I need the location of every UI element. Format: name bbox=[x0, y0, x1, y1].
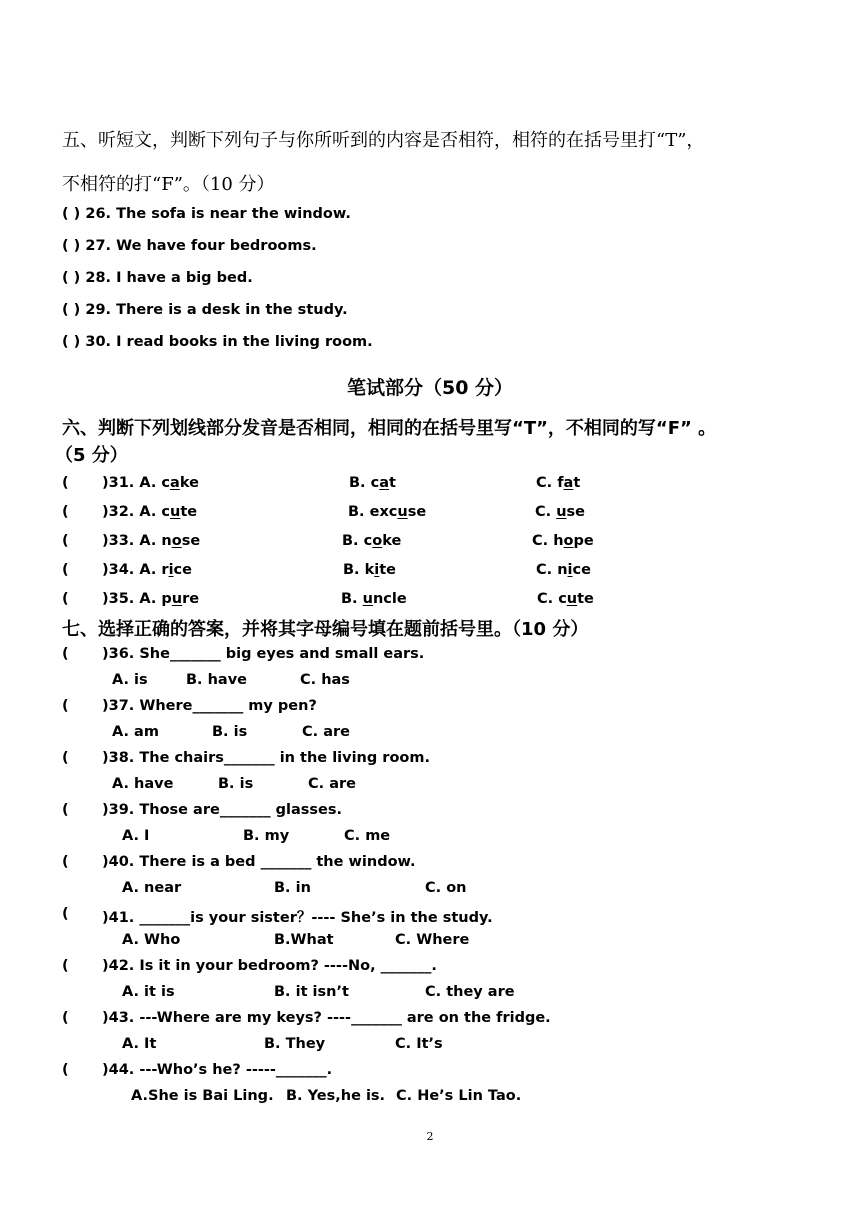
question-38-option-a: A. have bbox=[112, 776, 174, 792]
question-29 bbox=[62, 302, 348, 318]
question-28 bbox=[62, 270, 253, 286]
section-5-instruction-line2: 不相符的打“F”。（10 分） bbox=[62, 174, 275, 195]
question-26 bbox=[62, 206, 351, 222]
question-32-bracket: ( bbox=[62, 504, 69, 520]
question-34-option-c: C. nice bbox=[536, 562, 591, 578]
question-39-bracket: ( bbox=[62, 802, 69, 818]
question-43-text: )43. ---Where are my keys? ----_______ are on the fridge. bbox=[102, 1010, 551, 1026]
question-40-text: )40. There is a bed _______ the window. bbox=[102, 854, 416, 870]
question-43-option-b: B. They bbox=[264, 1036, 326, 1052]
question-37-option-c: C. are bbox=[302, 724, 350, 740]
question-text: 27. We have four bedrooms. bbox=[85, 238, 317, 254]
question-38-option-c: C. are bbox=[308, 776, 356, 792]
question-42-option-b: B. it isn’t bbox=[274, 984, 349, 1000]
question-40-option-c: C. on bbox=[425, 880, 467, 896]
question-31-option-c: C. fat bbox=[536, 475, 581, 491]
question-33-option-c: C. hope bbox=[532, 533, 594, 549]
question-37-text: )37. Where_______ my pen? bbox=[102, 698, 317, 714]
page-number: 2 bbox=[426, 1130, 434, 1143]
question-42-bracket: ( bbox=[62, 958, 69, 974]
question-37-bracket: ( bbox=[62, 698, 69, 714]
section-6-instruction-line1: 六、判断下列划线部分发音是否相同，相同的在括号里写“T”，不相同的写“F” 。 bbox=[62, 418, 717, 439]
question-36-option-b: B. have bbox=[186, 672, 248, 688]
question-43-option-a: A. It bbox=[122, 1036, 157, 1052]
answer-bracket: ( ) bbox=[62, 334, 81, 350]
section-6-instruction-line2: （5 分） bbox=[55, 445, 128, 466]
question-text: 26. The sofa is near the window. bbox=[85, 206, 351, 222]
question-39-option-a: A. I bbox=[122, 828, 150, 844]
question-38-bracket: ( bbox=[62, 750, 69, 766]
question-34-option-a: )34. A. rice bbox=[102, 562, 192, 578]
question-42-option-a: A. it is bbox=[122, 984, 175, 1000]
question-41-option-c: C. Where bbox=[395, 932, 470, 948]
question-33-option-b: B. coke bbox=[342, 533, 402, 549]
question-31-option-a: )31. A. cake bbox=[102, 475, 199, 491]
question-31-option-b: B. cat bbox=[349, 475, 396, 491]
question-39-text: )39. Those are_______ glasses. bbox=[102, 802, 342, 818]
question-34-bracket: ( bbox=[62, 562, 69, 578]
question-40-bracket: ( bbox=[62, 854, 69, 870]
question-37-option-b: B. is bbox=[212, 724, 248, 740]
question-40-option-b: B. in bbox=[274, 880, 311, 896]
question-44-text: )44. ---Who’s he? -----_______. bbox=[102, 1062, 333, 1078]
section-5-instruction-line1: 五、听短文，判断下列句子与你所听到的内容是否相符，相符的在括号里打“T”， bbox=[62, 130, 705, 151]
question-35-option-b: B. uncle bbox=[341, 591, 407, 607]
question-31-bracket: ( bbox=[62, 475, 69, 491]
question-43-bracket: ( bbox=[62, 1010, 69, 1026]
question-36-option-c: C. has bbox=[300, 672, 350, 688]
question-35-option-c: C. cute bbox=[537, 591, 594, 607]
question-35-bracket: ( bbox=[62, 591, 69, 607]
question-38-text: )38. The chairs_______ in the living room. bbox=[102, 750, 430, 766]
question-44-bracket: ( bbox=[62, 1062, 69, 1078]
question-35-option-a: )35. A. pure bbox=[102, 591, 200, 607]
question-41-text: )41. _______is your sister？---- She’s in the study. bbox=[102, 910, 493, 926]
question-36-option-a: A. is bbox=[112, 672, 148, 688]
question-34-option-b: B. kite bbox=[343, 562, 397, 578]
question-42-text: )42. Is it in your bedroom? ----No, _______. bbox=[102, 958, 437, 974]
question-32-option-b: B. excuse bbox=[348, 504, 427, 520]
question-33-bracket: ( bbox=[62, 533, 69, 549]
answer-bracket: ( ) bbox=[62, 238, 81, 254]
question-44-option-a: A.She is Bai Ling. bbox=[131, 1088, 274, 1104]
question-38-option-b: B. is bbox=[218, 776, 254, 792]
question-text: 29. There is a desk in the study. bbox=[85, 302, 348, 318]
question-44-option-b: B. Yes,he is. bbox=[286, 1088, 386, 1104]
question-32-option-a: )32. A. cute bbox=[102, 504, 198, 520]
question-33-option-a: )33. A. nose bbox=[102, 533, 201, 549]
question-41-bracket: ( bbox=[62, 906, 69, 922]
question-30 bbox=[62, 334, 373, 350]
question-44-option-c: C. He’s Lin Tao. bbox=[396, 1088, 522, 1104]
question-43-option-c: C. It’s bbox=[395, 1036, 443, 1052]
written-part-title: 笔试部分（50 分） bbox=[346, 377, 514, 399]
question-32-option-c: C. use bbox=[535, 504, 585, 520]
answer-bracket: ( ) bbox=[62, 270, 81, 286]
section-7-instruction: 七、选择正确的答案，并将其字母编号填在题前括号里。（10 分） bbox=[62, 619, 589, 640]
answer-bracket: ( ) bbox=[62, 302, 81, 318]
question-39-option-c: C. me bbox=[344, 828, 391, 844]
question-42-option-c: C. they are bbox=[425, 984, 515, 1000]
question-text: 28. I have a big bed. bbox=[85, 270, 253, 286]
question-37-option-a: A. am bbox=[112, 724, 159, 740]
question-40-option-a: A. near bbox=[122, 880, 182, 896]
question-39-option-b: B. my bbox=[243, 828, 290, 844]
question-36-text: )36. She_______ big eyes and small ears. bbox=[102, 646, 425, 662]
answer-bracket: ( ) bbox=[62, 206, 81, 222]
question-41-option-b: B.What bbox=[274, 932, 334, 948]
question-36-bracket: ( bbox=[62, 646, 69, 662]
question-41-option-a: A. Who bbox=[122, 932, 181, 948]
question-text: 30. I read books in the living room. bbox=[85, 334, 373, 350]
question-27 bbox=[62, 238, 317, 254]
